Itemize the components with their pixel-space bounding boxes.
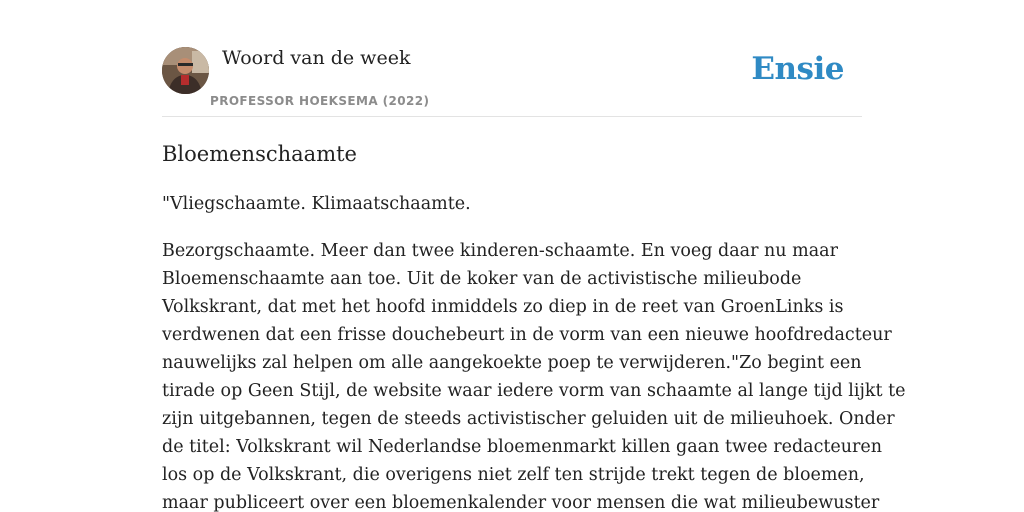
author-byline[interactable]: PROFESSOR HOEKSEMA (2022): [210, 94, 430, 108]
author-avatar[interactable]: [162, 47, 209, 94]
brand-logo[interactable]: Ensie: [751, 51, 844, 87]
paragraph-line: verdwenen dat een frisse douchebeurt in de vorm van een nieuwe hoofdredacteur: [162, 325, 892, 345]
article-title: Bloemenschaamte: [162, 142, 357, 166]
paragraph-line: Bloemenschaamte aan toe. Uit de koker van de activistische milieubode: [162, 269, 802, 289]
article-paragraph-2: [162, 237, 906, 512]
paragraph-line: nauwelijks zal helpen om alle aangekoekte poep te verwijderen."Zo begint een: [162, 353, 862, 373]
paragraph-line: Volkskrant, dat met het hoofd inmiddels zo diep in de reet van GroenLinks is: [162, 297, 844, 317]
article-paragraph-1: "Vliegschaamte. Klimaatschaamte.: [162, 194, 471, 214]
paragraph-line: zijn uitgebannen, tegen de steeds activistischer geluiden uit de milieuhoek. Onder: [162, 409, 895, 429]
header: [162, 0, 862, 117]
paragraph-line: maar publiceert over een bloemenkalender voor mensen die wat milieubewuster: [162, 493, 880, 512]
paragraph-line: de titel: Volkskrant wil Nederlandse bloemenmarkt killen gaan twee redacteuren: [162, 437, 883, 457]
paragraph-line: tirade op Geen Stijl, de website waar iedere vorm van schaamte al lange tijd lijkt te: [162, 381, 906, 401]
article: [162, 138, 906, 512]
avatar-photo-icon: [162, 47, 209, 94]
paragraph-line: los op de Volkskrant, die overigens niet zelf ten strijde trekt tegen de bloemen,: [162, 465, 865, 485]
paragraph-line: Bezorgschaamte. Meer dan twee kinderen-schaamte. En voeg daar nu maar: [162, 241, 838, 261]
section-title[interactable]: Woord van de week: [222, 47, 411, 69]
